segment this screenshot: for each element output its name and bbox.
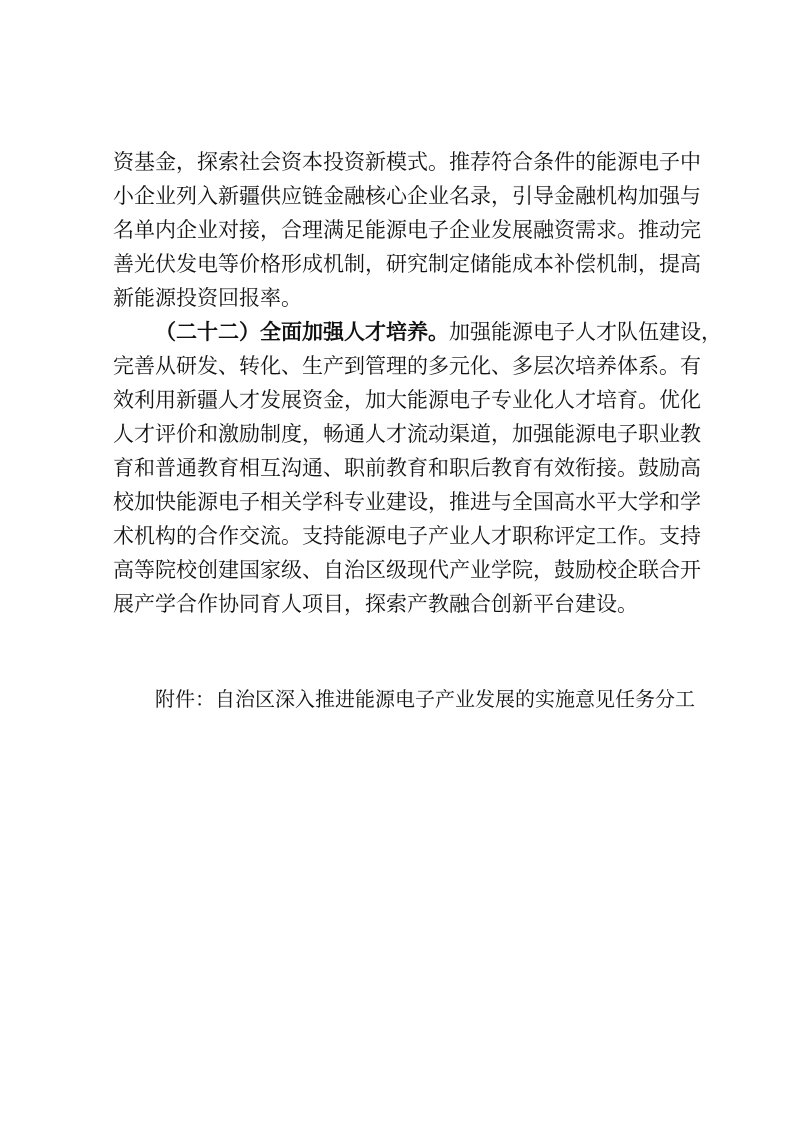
text-line: 展产学合作协同育人项目，探索产教融合创新平台建设。 — [113, 592, 638, 616]
text-line: 高等院校创建国家级、自治区级现代产业学院，鼓励校企联合开 — [113, 558, 701, 582]
text-line: 术机构的合作交流。支持能源电子产业人才职称评定工作。支持 — [113, 524, 701, 548]
text-line: 小企业列入新疆供应链金融核心企业名录，引导金融机构加强与 — [113, 184, 701, 208]
text-line — [113, 315, 722, 349]
paragraph-talent — [113, 315, 722, 621]
section-heading: （二十二）全面加强人才培养。 — [155, 320, 449, 344]
text-line: 人才评价和激励制度，畅通人才流动渠道，加强能源电子职业教 — [113, 422, 701, 446]
text-line: 校加快能源电子相关学科专业建设，推进与全国高水平大学和学 — [113, 490, 701, 514]
document-body — [113, 145, 722, 621]
text-line: 善光伏发电等价格形成机制，研究制定储能成本补偿机制，提高 — [113, 252, 701, 276]
text-line: 新能源投资回报率。 — [113, 286, 302, 310]
attachment-note: 附件：自治区深入推进能源电子产业发展的实施意见任务分工 — [155, 687, 695, 711]
text-line: 育和普通教育相互沟通、职前教育和职后教育有效衔接。鼓励高 — [113, 456, 701, 480]
text-line: 名单内企业对接，合理满足能源电子企业发展融资需求。推动完 — [113, 218, 701, 242]
text-line: 效利用新疆人才发展资金，加大能源电子专业化人才培育。优化 — [113, 388, 701, 412]
text-line: 完善从研发、转化、生产到管理的多元化、多层次培养体系。有 — [113, 354, 701, 378]
text-span: 加强能源电子人才队伍建设， — [449, 320, 722, 344]
text-line: 资基金，探索社会资本投资新模式。推荐符合条件的能源电子中 — [113, 150, 701, 174]
paragraph-financing — [113, 145, 701, 315]
